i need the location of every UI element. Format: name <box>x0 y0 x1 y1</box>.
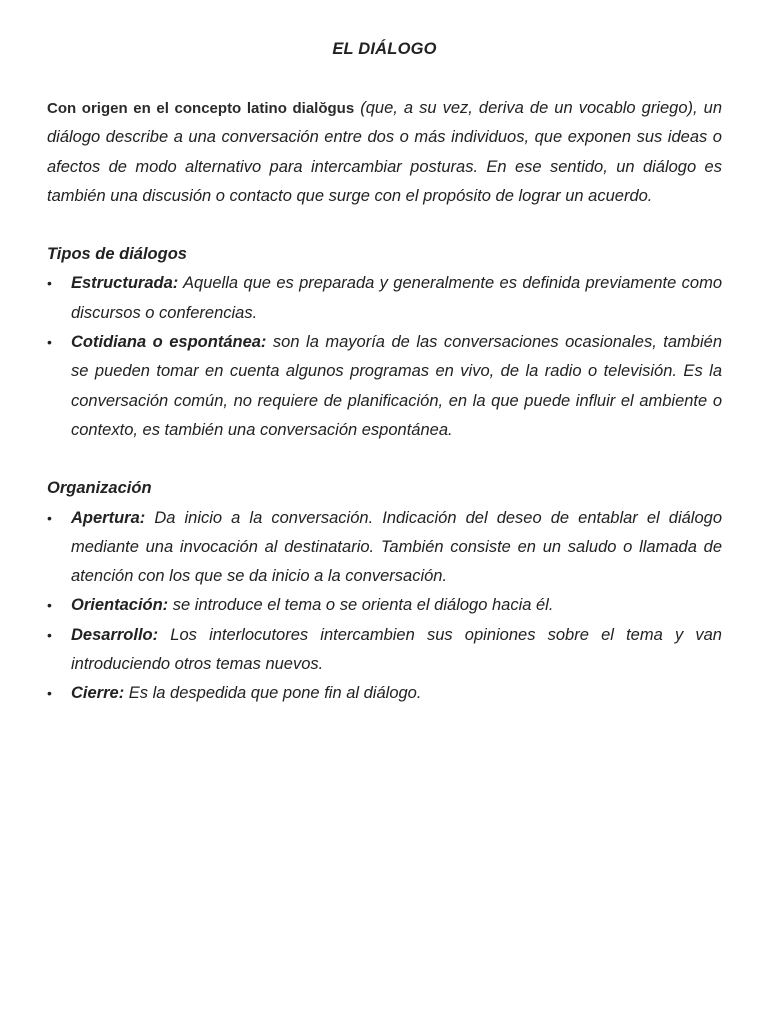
section-organizacion <box>47 474 722 708</box>
bullet-icon: • <box>47 685 52 702</box>
section-heading: Organización <box>47 479 152 498</box>
list-item <box>47 504 722 592</box>
list-item <box>47 591 722 620</box>
document-title: EL DIÁLOGO <box>332 40 437 58</box>
list-item <box>47 269 722 328</box>
bullet-list <box>47 269 722 445</box>
list-item-term: Cotidiana o espontánea: <box>71 333 267 352</box>
list-item-text: se introduce el tema o se orienta el diálogo hacia él. <box>168 596 554 615</box>
list-item <box>47 621 722 680</box>
bullet-icon: • <box>47 334 52 351</box>
list-item <box>47 328 722 445</box>
bullet-icon: • <box>47 509 52 526</box>
list-item-text: Es la despedida que pone fin al diálogo. <box>124 684 422 703</box>
section-tipos-de-dialogos <box>47 240 722 445</box>
document-page <box>47 40 722 738</box>
list-item-term: Orientación: <box>71 596 169 615</box>
list-item-text: Aquella que es preparada y generalmente es definida previamente como discursos o conferencias. <box>71 274 722 322</box>
intro-paragraph <box>47 94 722 211</box>
bullet-icon: • <box>47 626 52 643</box>
bullet-icon: • <box>47 597 52 614</box>
section-heading: Tipos de diálogos <box>47 245 187 264</box>
list-item-term: Apertura: <box>71 508 146 527</box>
list-item <box>47 679 722 708</box>
intro-text: (que, a su vez, deriva de un vocablo griego), un diálogo describe a una conversación entre dos o más individuos, que exponen sus ideas o afectos de modo alternativo para intercambiar posturas. En ese sentido, un diálogo es también una discusión o contacto que surge con el propósito de lograr un acuerdo. <box>47 99 722 205</box>
list-item-text: Los interlocutores intercambien sus opiniones sobre el tema y van introduciendo otros temas nuevos. <box>71 625 722 674</box>
list-item-text: Da inicio a la conversación. Indicación del deseo de entablar el diálogo mediante una invocación al destinatario. También consiste en un saludo o llamada de atención con los que se da inicio a la conversación. <box>71 508 722 586</box>
bullet-icon: • <box>47 275 52 292</box>
list-item-term: Desarrollo: <box>71 625 159 644</box>
bullet-list <box>47 504 722 709</box>
list-item-term: Estructurada: <box>71 274 179 293</box>
intro-lead: Con origen en el concepto latino dialŏgus <box>47 100 355 117</box>
list-item-term: Cierre: <box>71 684 125 703</box>
list-item-text: son la mayoría de las conversaciones ocasionales, también se pueden tomar en cuenta algunos programas en vivo, de la radio o televisión. Es la conversación común, no requiere de planificación, en la que puede influir el ambiente o contexto, es también una conversación espontánea. <box>71 333 722 439</box>
